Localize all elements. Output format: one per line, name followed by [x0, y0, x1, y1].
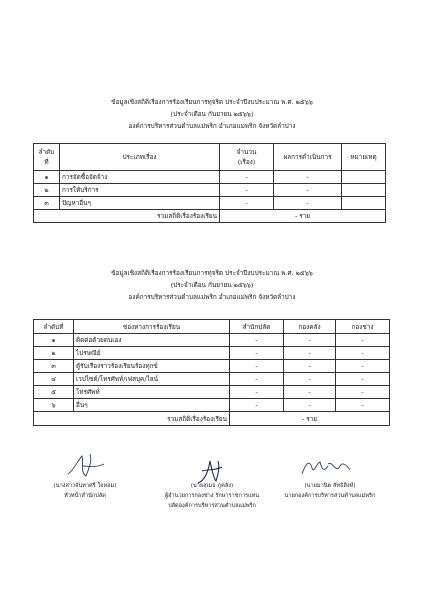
table-total-row: [34, 210, 386, 223]
signature-1-name: (นางสาวจันทาศรี ใจหอม): [53, 483, 117, 489]
total-value: - ราย: [230, 412, 390, 426]
col-header-type: ประเภทเรื่อง: [60, 144, 220, 171]
table-row: ๑ ติดต่อด้วยตนเอง - - -: [34, 334, 390, 347]
table-row: ๔ เวปไซต์/โทรศัพท์/เฟสบุค/ไลน์ - - -: [34, 373, 390, 386]
table-row: ๖ อื่นๆ - - -: [34, 399, 390, 412]
col-header-works: กองช่าง: [336, 320, 390, 334]
col-header-result: ผลการดำเนินการ: [274, 144, 342, 171]
signature-3-name: (นายมานิต สัทธิสิงห์): [304, 483, 356, 489]
section1-title: ข้อมูลเชิงสถิติเรื่องการร้องเรียนการทุจริต ประจำปีงบประมาณ พ.ศ. ๒๕๖๖: [111, 98, 313, 106]
col-header-count: จำนวน (เรื่อง): [220, 144, 274, 171]
section2-period: (ประจำเดือน กันยายน ๒๕๖๖): [170, 281, 254, 289]
table-header-row: [34, 144, 386, 171]
table-row: ๕ โทรศัพท์ - - -: [34, 386, 390, 399]
signature-1-position: หัวหน้าสำนักปลัด: [64, 493, 106, 499]
signature-3-position: นายกองค์การบริหารส่วนตำบลแม่พริก: [284, 493, 376, 499]
signature-2-position-line2: ปลัดองค์การบริหารส่วนตำบลแม่พริก: [168, 503, 256, 509]
table-total-row: [34, 412, 390, 426]
table-row: ๑ การจัดซื้อจัดจ้าง - -: [34, 171, 386, 184]
section2-org: องค์การบริหารส่วนตำบลแม่พริก อำเภอแม่พริก จังหวัดลำปาง: [128, 293, 296, 301]
table-row: ๓ ตู้รับเรื่องราวร้องเรียนร้องทุกข์ - - -: [34, 360, 390, 373]
total-value: - ราย: [220, 210, 386, 223]
col-header-no: ลำดับ ที่: [34, 144, 60, 171]
section2-title: ข้อมูลเชิงสถิติเรื่องการร้องเรียนการทุจริต ประจำปีงบประมาณ พ.ศ. ๒๕๖๖: [111, 269, 313, 277]
section1-org: องค์การบริหารส่วนตำบลแม่พริก อำเภอแม่พริก จังหวัดลำปาง: [128, 122, 296, 130]
table-header-row: [34, 320, 390, 334]
col-header-channel: ช่องทางการร้องเรียน: [74, 320, 230, 334]
signature-1-image: [62, 452, 108, 482]
col-header-no: ลำดับที่: [34, 320, 74, 334]
total-label: รวมสถิติเรื่องร้องเรียน: [34, 210, 220, 223]
section1-period: (ประจำเดือน กันยายน ๒๕๖๖): [170, 110, 254, 118]
table-row: ๓ ปัญหาอื่นๆ - -: [34, 197, 386, 210]
table-row: ๒ การให้บริการ - -: [34, 184, 386, 197]
total-label: รวมสถิติเรื่องร้องเรียน: [34, 412, 230, 426]
col-header-note: หมายเหตุ: [342, 144, 386, 171]
complaint-type-table: [33, 143, 386, 223]
table-row: ๒ ไปรษณีย์ - - -: [34, 347, 390, 360]
col-header-finance: กองคลัง: [284, 320, 336, 334]
col-header-office: สำนักปลัด: [230, 320, 284, 334]
signature-2-position-line1: ผู้อำนวยการกองช่าง รักษาราชการแทน: [164, 493, 260, 499]
signature-3-image: [298, 456, 354, 480]
complaint-channel-table: [33, 319, 390, 426]
signature-2-name: (นายสุเมธ ภูคลัง): [190, 483, 234, 489]
